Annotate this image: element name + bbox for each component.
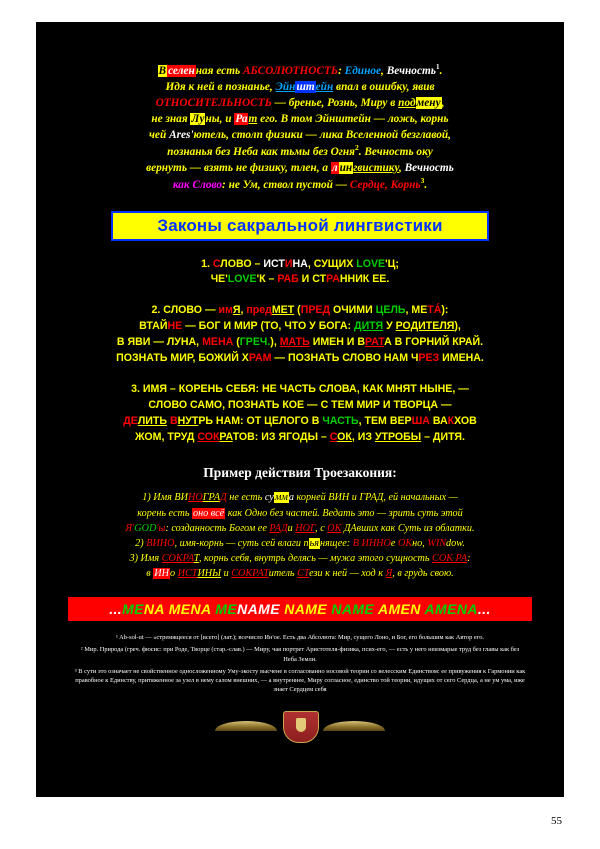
law-line: ДЕЛИТЬ ВНУТРЬ НАМ: ОТ ЦЕЛОГО В ЧАСТЬ, ТЕМ ВЕРША ВАКХОВ bbox=[123, 414, 477, 427]
footnotes-block bbox=[74, 633, 526, 695]
law-line: 1. СЛОВО – ИСТИНА, СУЩИХ LOVE'Ц; bbox=[201, 257, 399, 270]
example-line: в ИНо ИСТИНЫ и СОКРАТитель СТези к ней — ход к Я, в грудь свою. bbox=[146, 567, 454, 579]
footnote-2: ² Мир. Природа (греч. фюсис: при Роде, Творце (стар.-слав.) — Миру, чая портрет Аристотеля-физика, псих-его, — есть у него неизмарые труд без главы как без Неба Земли. bbox=[80, 646, 520, 663]
epigraph-block bbox=[82, 62, 518, 193]
emblem-wrap bbox=[60, 709, 540, 748]
footnote-1: ¹ Ab-sol-ut — «стремящееся от [всего] (лат.); всечисло Ин'ое. Есть два Абсолюта: Мир, сущего Лоно, и Бог, его большим как Автор его. bbox=[115, 634, 484, 642]
law-2 bbox=[72, 303, 528, 367]
epigraph-line: не зная Луны, и Рат его. В том Эйнштейн — ложь, корнь bbox=[151, 112, 449, 125]
wing-left-icon bbox=[215, 721, 277, 731]
footnote-3: ³ В сути это означает не свойственное односложенному Уму-экосту высчене в согласованно носовой теории со велесским Единством: ее привужения к Гармонии как правобное к Единству, притяженное за узел в нему салом внешних, — а внутреннее, Миру согласное, единство той теории, идущих от сего Сердца, а не ум ума, иже знает Сердцем себя bbox=[74, 667, 526, 694]
law-line: 3. ИМЯ – КОРЕНЬ СЕБЯ: НЕ ЧАСТЬ СЛОВА, КАК МНЯТ НЫНЕ, — bbox=[131, 382, 469, 395]
mantra-banner: ...MENA MENA MENAME NAME NAME AMEN AMENA... bbox=[68, 597, 532, 621]
law-line: ВТАЙНЕ — БОГ И МИР (ТО, ЧТО У БОГА: ДИТЯ У РОДИТЕЛЯ), bbox=[139, 320, 461, 333]
example-line: корень есть оно всё как Одно без частей. Ведать это — зрить суть этой bbox=[137, 507, 463, 519]
law-1 bbox=[72, 257, 528, 289]
page-title: Законы сакральной лингвистики bbox=[157, 215, 443, 235]
section-title-banner bbox=[111, 211, 489, 241]
law-line: СЛОВО САМО, ПОЗНАТЬ КОЕ — С ТЕМ МИР И ТВОРЦА — bbox=[148, 398, 452, 411]
epigraph-line: познанья без Неба как тьмы без Огня$^2$. Вечность оку bbox=[167, 142, 433, 158]
black-content-panel bbox=[36, 22, 564, 797]
epigraph-line: ОТНОСИТЕЛЬНОСТЬ — бренье, Рознь, Миру в подмену, bbox=[155, 96, 445, 109]
example-line: Я'GOD'ы: созданность Богом ее РАДи НОГ, с ОК ДАвших как Суть из облатки. bbox=[125, 522, 475, 534]
example-title: Пример действия Троезакония: bbox=[203, 465, 397, 481]
law-line: ПОЗНАТЬ МИР, БОЖИЙ ХРАМ — ПОЗНАТЬ СЛОВО НАМ ЧРЕЗ ИМЕНА. bbox=[116, 352, 484, 364]
example-block bbox=[74, 490, 526, 581]
law-line: 2. СЛОВО — имЯ, предМЕТ (ПРЕД ОЧИМИ ЦЕЛЬ, МЕТÁ): bbox=[151, 304, 449, 317]
law-3 bbox=[72, 382, 528, 446]
epigraph-line: чей Ares'ютель, столп физики — лика Вселенной безглавой, bbox=[149, 128, 451, 141]
epigraph-line: как Слово: не Ум, ствол пустой — Сердце, Корнь$^3$. bbox=[172, 175, 428, 191]
example-line: 1) Имя ВИНОГРАД не есть сумма корней ВИН и ГРАД, ей начальных — bbox=[142, 492, 458, 504]
law-line: В ЯВИ — ЛУНА, МЕНА (ГРЕЧ.), МАТЬ ИМЕН И ВРАТА В ГОРНИЙ КРАЙ. bbox=[116, 336, 484, 349]
page-number: 55 bbox=[551, 815, 562, 827]
law-line: ЧЕ'LOVE'К – РАБ И СТРАННИК ЕЕ. bbox=[210, 273, 390, 286]
shield-icon bbox=[283, 711, 319, 743]
example-line: 3) Имя СОКРАТ, корнь себя, внутрь делясь — мужа этого сущность СОК РА: bbox=[129, 552, 471, 564]
epigraph-line: Идя к ней в познанье, Эйнштейн впал в ошибку, явив bbox=[165, 80, 435, 93]
epigraph-line: В селенная есть АБСОЛЮТНОСТЬ: Единое, Вечность$^1$. bbox=[158, 62, 443, 77]
epigraph-line: вернуть — взять не физику, тлен, а л ингвистику, Вечность bbox=[146, 161, 454, 174]
law-line: ЖОМ, ТРУД СОКРАТОВ: ИЗ ЯГОДЫ – СОК, ИЗ УТРОБЫ – ДИТЯ. bbox=[135, 430, 465, 443]
wing-right-icon bbox=[323, 721, 385, 731]
winged-shield-emblem bbox=[215, 709, 385, 743]
example-line: 2) ВИНО, имя-корнь — суть сей влаги пьянящее: В ИННОе ОКно, WINdow. bbox=[135, 537, 465, 549]
